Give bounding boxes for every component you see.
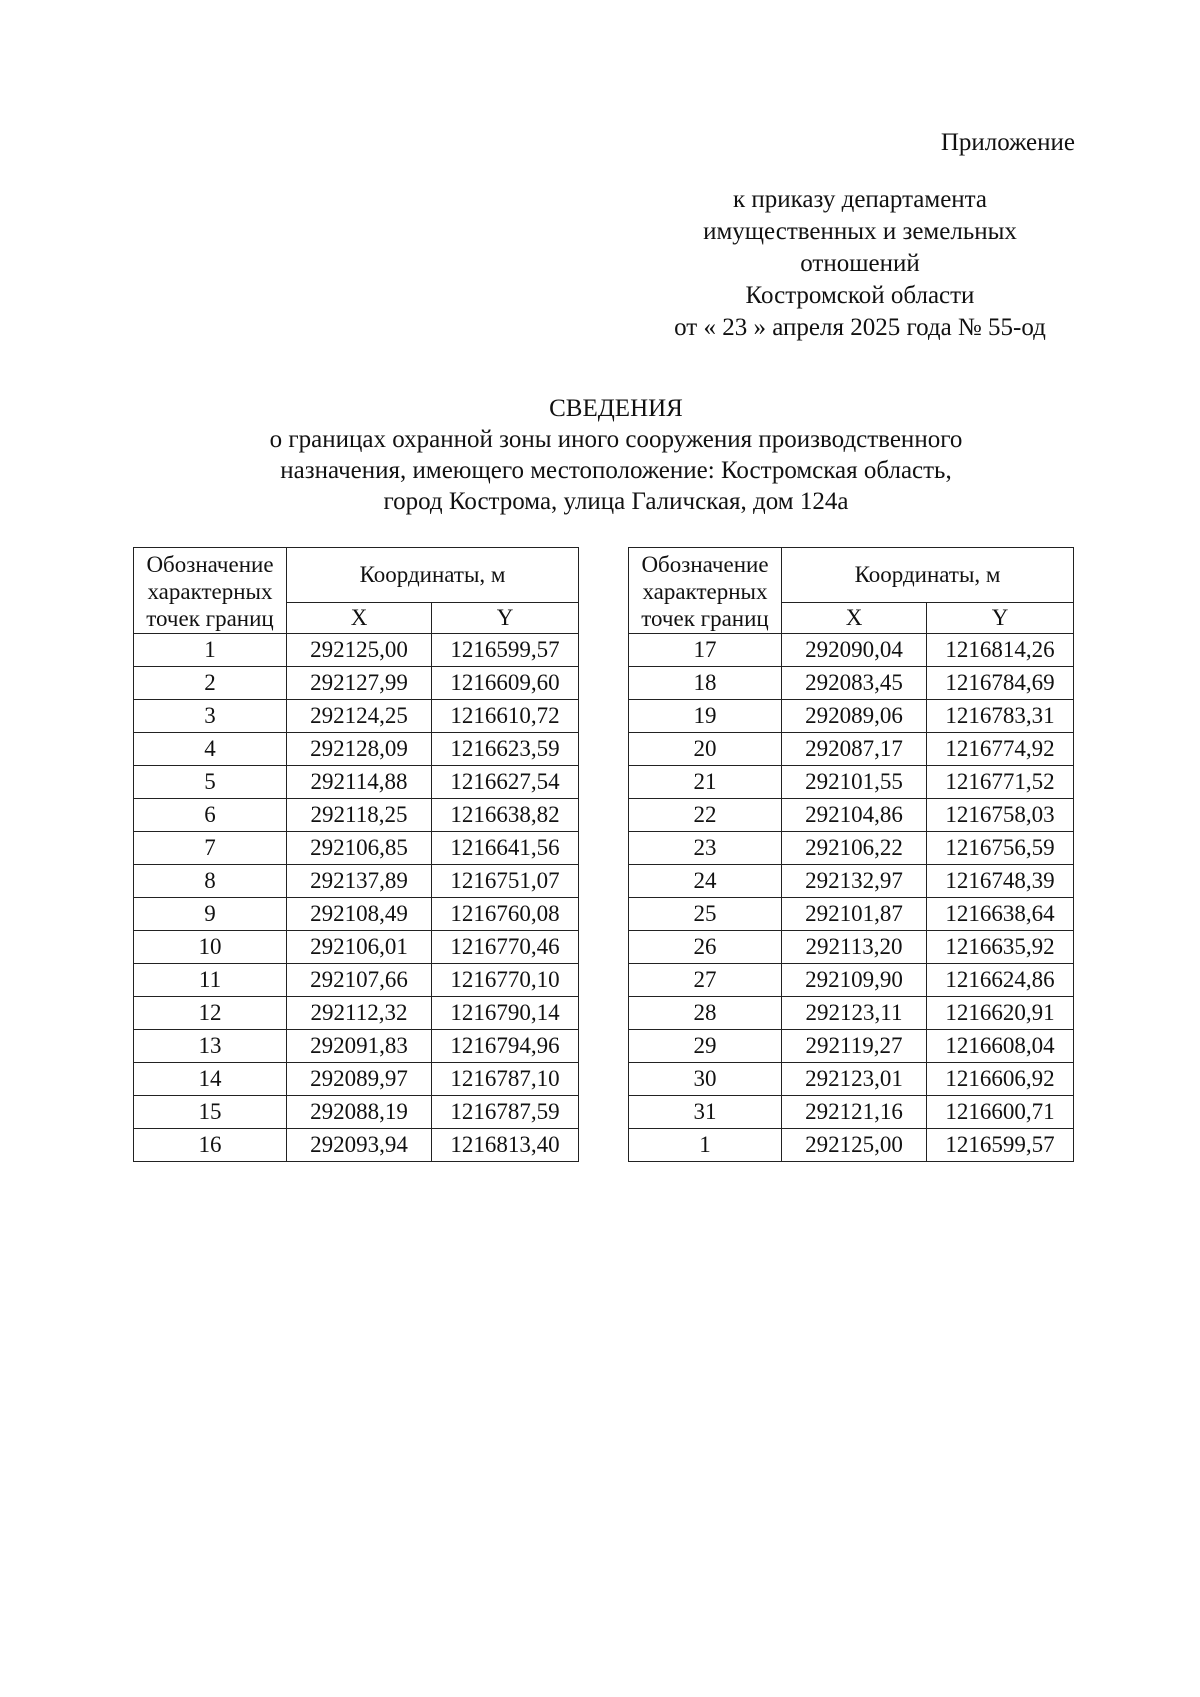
x-coordinate-cell: 292114,88 <box>287 766 432 799</box>
y-coordinate-cell: 1216620,91 <box>927 997 1074 1030</box>
table-row <box>629 1030 1074 1063</box>
x-coordinate-cell: 292119,27 <box>782 1030 927 1063</box>
x-coordinate-cell: 292106,22 <box>782 832 927 865</box>
point-number-cell: 15 <box>134 1096 287 1129</box>
point-number-cell: 29 <box>629 1030 782 1063</box>
y-coordinate-cell: 1216758,03 <box>927 799 1074 832</box>
x-coordinate-cell: 292090,04 <box>782 634 927 667</box>
coordinates-table-right <box>628 547 1074 1162</box>
point-number-cell: 4 <box>134 733 287 766</box>
heading-line: о границах охранной зоны иного сооружения производственного <box>269 426 963 453</box>
table-row <box>629 733 1074 766</box>
header-line: Обозначение <box>641 552 769 577</box>
y-coordinate-cell: 1216627,54 <box>432 766 579 799</box>
x-coordinate-cell: 292107,66 <box>287 964 432 997</box>
y-coordinate-cell: 1216770,10 <box>432 964 579 997</box>
table-row <box>629 1096 1074 1129</box>
point-number-cell: 28 <box>629 997 782 1030</box>
document-heading <box>0 393 1200 517</box>
table-row <box>134 1129 579 1162</box>
y-coordinate-cell: 1216610,72 <box>432 700 579 733</box>
x-coordinate-cell: 292108,49 <box>287 898 432 931</box>
point-number-cell: 20 <box>629 733 782 766</box>
table-row <box>134 1030 579 1063</box>
point-number-cell: 3 <box>134 700 287 733</box>
coordinates-table-left <box>133 547 579 1162</box>
coordinates-header: Координаты, м <box>287 548 579 603</box>
table-row <box>134 634 579 667</box>
x-coordinate-cell: 292089,97 <box>287 1063 432 1096</box>
y-coordinate-cell: 1216609,60 <box>432 667 579 700</box>
table-row <box>629 700 1074 733</box>
header-line: характерных <box>147 579 273 604</box>
point-number-cell: 18 <box>629 667 782 700</box>
point-number-cell: 8 <box>134 865 287 898</box>
x-coordinate-cell: 292083,45 <box>782 667 927 700</box>
order-line: к приказу департамента <box>732 186 988 213</box>
x-column-header: X <box>782 603 927 634</box>
y-coordinate-cell: 1216760,08 <box>432 898 579 931</box>
order-line: отношений <box>800 250 920 277</box>
x-coordinate-cell: 292124,25 <box>287 700 432 733</box>
y-coordinate-cell: 1216774,92 <box>927 733 1074 766</box>
table-row <box>134 667 579 700</box>
x-column-header: X <box>287 603 432 634</box>
x-coordinate-cell: 292132,97 <box>782 865 927 898</box>
table-body <box>629 634 1074 1162</box>
point-number-cell: 10 <box>134 931 287 964</box>
x-coordinate-cell: 292101,87 <box>782 898 927 931</box>
x-coordinate-cell: 292093,94 <box>287 1129 432 1162</box>
table-row <box>629 898 1074 931</box>
y-coordinate-cell: 1216599,57 <box>927 1129 1074 1162</box>
y-column-header: Y <box>927 603 1074 634</box>
table-row <box>629 667 1074 700</box>
table-row <box>629 634 1074 667</box>
y-coordinate-cell: 1216748,39 <box>927 865 1074 898</box>
y-coordinate-cell: 1216813,40 <box>432 1129 579 1162</box>
point-number-cell: 12 <box>134 997 287 1030</box>
point-number-cell: 13 <box>134 1030 287 1063</box>
point-designation-header <box>629 548 782 634</box>
table-row <box>134 997 579 1030</box>
y-coordinate-cell: 1216814,26 <box>927 634 1074 667</box>
table-row <box>629 931 1074 964</box>
table-row <box>629 766 1074 799</box>
point-designation-header <box>134 548 287 634</box>
table-row <box>134 865 579 898</box>
y-coordinate-cell: 1216783,31 <box>927 700 1074 733</box>
x-coordinate-cell: 292118,25 <box>287 799 432 832</box>
table-row <box>134 931 579 964</box>
table-row <box>134 733 579 766</box>
header-line: характерных <box>642 579 768 604</box>
order-line: от « 23 » апреля 2025 года № 55-од <box>674 314 1046 341</box>
y-coordinate-cell: 1216756,59 <box>927 832 1074 865</box>
table-row <box>134 1096 579 1129</box>
x-coordinate-cell: 292106,85 <box>287 832 432 865</box>
y-coordinate-cell: 1216641,56 <box>432 832 579 865</box>
point-number-cell: 16 <box>134 1129 287 1162</box>
point-number-cell: 1 <box>629 1129 782 1162</box>
y-coordinate-cell: 1216600,71 <box>927 1096 1074 1129</box>
table-row <box>134 766 579 799</box>
x-coordinate-cell: 292101,55 <box>782 766 927 799</box>
header-line: точек границ <box>146 606 274 631</box>
x-coordinate-cell: 292109,90 <box>782 964 927 997</box>
order-line: имущественных и земельных <box>703 218 1017 245</box>
table-row <box>134 898 579 931</box>
header-line: Обозначение <box>146 552 274 577</box>
x-coordinate-cell: 292123,11 <box>782 997 927 1030</box>
point-number-cell: 21 <box>629 766 782 799</box>
point-number-cell: 19 <box>629 700 782 733</box>
point-number-cell: 2 <box>134 667 287 700</box>
point-number-cell: 11 <box>134 964 287 997</box>
table-row <box>134 700 579 733</box>
table-row <box>629 865 1074 898</box>
point-number-cell: 31 <box>629 1096 782 1129</box>
x-coordinate-cell: 292125,00 <box>287 634 432 667</box>
point-number-cell: 17 <box>629 634 782 667</box>
point-number-cell: 27 <box>629 964 782 997</box>
point-number-cell: 26 <box>629 931 782 964</box>
y-coordinate-cell: 1216790,14 <box>432 997 579 1030</box>
table-row <box>629 832 1074 865</box>
table-body <box>134 634 579 1162</box>
table-row <box>629 964 1074 997</box>
point-number-cell: 9 <box>134 898 287 931</box>
x-coordinate-cell: 292127,99 <box>287 667 432 700</box>
order-reference <box>630 184 1090 344</box>
point-number-cell: 6 <box>134 799 287 832</box>
heading-line: назначения, имеющего местоположение: Костромская область, <box>280 457 952 484</box>
y-column-header: Y <box>432 603 579 634</box>
x-coordinate-cell: 292104,86 <box>782 799 927 832</box>
table-row <box>629 1063 1074 1096</box>
y-coordinate-cell: 1216599,57 <box>432 634 579 667</box>
x-coordinate-cell: 292088,19 <box>287 1096 432 1129</box>
point-number-cell: 14 <box>134 1063 287 1096</box>
x-coordinate-cell: 292106,01 <box>287 931 432 964</box>
table-row <box>134 964 579 997</box>
point-number-cell: 30 <box>629 1063 782 1096</box>
y-coordinate-cell: 1216638,82 <box>432 799 579 832</box>
y-coordinate-cell: 1216787,10 <box>432 1063 579 1096</box>
x-coordinate-cell: 292089,06 <box>782 700 927 733</box>
point-number-cell: 23 <box>629 832 782 865</box>
table-row <box>629 799 1074 832</box>
table-row <box>134 832 579 865</box>
x-coordinate-cell: 292137,89 <box>287 865 432 898</box>
coordinates-header: Координаты, м <box>782 548 1074 603</box>
y-coordinate-cell: 1216608,04 <box>927 1030 1074 1063</box>
point-number-cell: 25 <box>629 898 782 931</box>
y-coordinate-cell: 1216623,59 <box>432 733 579 766</box>
point-number-cell: 24 <box>629 865 782 898</box>
appendix-label: Приложение <box>940 129 1075 156</box>
y-coordinate-cell: 1216771,52 <box>927 766 1074 799</box>
header-line: точек границ <box>641 606 769 631</box>
point-number-cell: 1 <box>134 634 287 667</box>
y-coordinate-cell: 1216794,96 <box>432 1030 579 1063</box>
x-coordinate-cell: 292125,00 <box>782 1129 927 1162</box>
table-row <box>629 997 1074 1030</box>
x-coordinate-cell: 292112,32 <box>287 997 432 1030</box>
point-number-cell: 7 <box>134 832 287 865</box>
point-number-cell: 5 <box>134 766 287 799</box>
table-row <box>134 799 579 832</box>
order-line: Костромской области <box>745 282 975 309</box>
y-coordinate-cell: 1216606,92 <box>927 1063 1074 1096</box>
x-coordinate-cell: 292113,20 <box>782 931 927 964</box>
point-number-cell: 22 <box>629 799 782 832</box>
y-coordinate-cell: 1216624,86 <box>927 964 1074 997</box>
document-title: СВЕДЕНИЯ <box>549 395 683 422</box>
y-coordinate-cell: 1216787,59 <box>432 1096 579 1129</box>
x-coordinate-cell: 292121,16 <box>782 1096 927 1129</box>
y-coordinate-cell: 1216784,69 <box>927 667 1074 700</box>
x-coordinate-cell: 292091,83 <box>287 1030 432 1063</box>
y-coordinate-cell: 1216770,46 <box>432 931 579 964</box>
table-row <box>134 1063 579 1096</box>
x-coordinate-cell: 292128,09 <box>287 733 432 766</box>
y-coordinate-cell: 1216638,64 <box>927 898 1074 931</box>
heading-line: город Кострома, улица Галичская, дом 124а <box>383 488 849 515</box>
x-coordinate-cell: 292087,17 <box>782 733 927 766</box>
y-coordinate-cell: 1216751,07 <box>432 865 579 898</box>
table-row <box>629 1129 1074 1162</box>
y-coordinate-cell: 1216635,92 <box>927 931 1074 964</box>
x-coordinate-cell: 292123,01 <box>782 1063 927 1096</box>
